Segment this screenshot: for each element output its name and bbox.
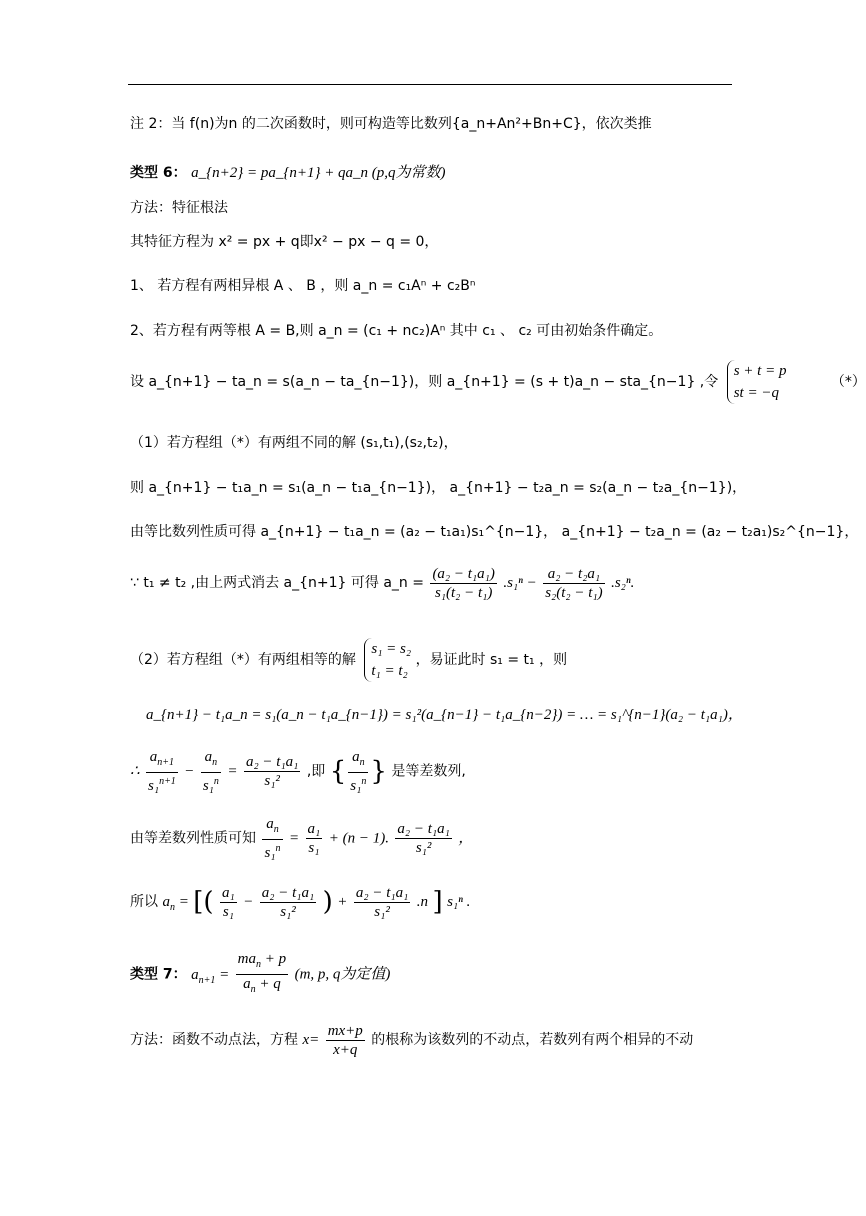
- system-equal: [364, 638, 411, 682]
- sub-case-2-prefix: （2）若方程组（*）有两组相等的解: [130, 652, 356, 668]
- header-rule: [128, 84, 732, 85]
- system-eq-s: s₁ = s₂: [371, 641, 412, 657]
- method-7-prefix: 方法：函数不动点法，方程: [130, 1032, 298, 1048]
- arithmetic-property: 由等差数列性质可知 $\frac{a_n}{s_1^n}$ = $\frac{\text{a₁}}{\text{s₁}}$ + (n − 1). $\frac{\text{a₂ − t₁a₁}}{\text{s₁²}}$ ，: [130, 816, 474, 861]
- system-eq-2: st = −q: [733, 385, 779, 401]
- system-star: [727, 360, 787, 404]
- sub-case-1: （1）若方程组（*）有两组不同的解 (s₁,t₁),(s₂,t₂)，: [130, 435, 458, 451]
- elimination-line: ∵ t₁ ≠ t₂ ,由上两式消去 a_{n+1} 可得 a_n = $\frac{\text{(a₂ − t₁a₁)}}{\text{s₁(t₂ − t₁)}}$ .s₁ⁿ − $\frac{\text{a₂ − t₂a₁}}{\text{s₂(t₂ − t₁)}}$ .s₂ⁿ.: [130, 565, 635, 601]
- type-6-formula: a_{n+2} = pa_{n+1} + qa_n (p,q为常数): [191, 165, 446, 181]
- type-6-heading: [130, 163, 446, 183]
- setup-prefix: 设 a_{n+1} − ta_n = s(a_n − ta_{n−1})，则 a_{n+1} = (s + t)a_n − sta_{n−1} ,令: [130, 374, 719, 390]
- arith-prop-prefix: 由等差数列性质可知: [130, 830, 256, 847]
- method-7-suffix: 的根称为该数列的不动点，若数列有两个相异的不动: [371, 1032, 694, 1048]
- arith-suffix: 是等差数列,: [391, 763, 466, 780]
- telescoping-chain: a_{n+1} − t₁a_n = s₁(a_n − t₁a_{n−1}) = s₁²(a_{n−1} − t₁a_{n−2}) = … = s₁^{n−1}(a₂ − t₁a₁)，: [146, 707, 743, 723]
- note-2: 注 2：当 f(n)为n 的二次函数时，则可构造等比数列{a_n+An²+Bn+C}，依次类推: [130, 116, 652, 132]
- arith-mid: ,即: [306, 763, 326, 780]
- type-7-heading: 类型 7： $a_{n+1}$ = $\frac{ma_n + p}{a_n + q}$ (m, p, q为定值): [130, 950, 390, 1001]
- result-line: 所以 $a_n$ = [( $\frac{\text{a₁}}{\text{s₁}}$ − $\frac{\text{a₂ − t₁a₁}}{\text{s₁²}}$ ) + $\frac{\text{a₂ − t₁a₁}}{\text{s₁²}}$ .n ] s₁ⁿ .: [130, 884, 471, 920]
- case-1: 1、 若方程有两相异根 A 、 B ，则 a_n = c₁Aⁿ + c₂Bⁿ: [130, 278, 476, 294]
- sub-case-1-then: 则 a_{n+1} − t₁a_n = s₁(a_n − t₁a_{n−1})， a_{n+1} − t₂a_n = s₂(a_n − t₂a_{n−1})，: [130, 480, 747, 496]
- type-6-label: 类型 6：: [130, 165, 187, 181]
- sub-case-2: [130, 638, 567, 682]
- case-2: 2、若方程有两等根 A = B,则 a_n = (c₁ + nc₂)Aⁿ 其中 c₁ 、 c₂ 可由初始条件确定。: [130, 323, 663, 339]
- star-mark: （*）: [830, 374, 866, 390]
- sub-case-1-geometric: 由等比数列性质可得 a_{n+1} − t₁a_n = (a₂ − t₁a₁)s₁^{n−1}， a_{n+1} − t₂a_n = (a₂ − t₂a₁)s₂^{n−1}，: [130, 524, 859, 540]
- setup-line: [130, 360, 866, 404]
- system-eq-1: s + t = p: [733, 363, 787, 379]
- sub-case-2-suffix: ，易证此时 s₁ = t₁ ，则: [415, 652, 568, 668]
- type-7-suffix: (m, p, q为定值): [294, 966, 391, 983]
- system-eq-t: t₁ = t₂: [371, 663, 408, 679]
- fraction-2: $\frac{\text{a₂ − t₂a₁}}{\text{s₂(t₂ − t₁)}}$: [545, 565, 603, 601]
- method-7: 方法：函数不动点法，方程 x= $\frac{mx+p}{x+q}$ 的根称为该数列的不动点，若数列有两个相异的不动: [130, 1022, 694, 1058]
- fraction-1: $\frac{\text{(a₂ − t₁a₁)}}{\text{s₁(t₂ − t₁)}}$: [432, 565, 495, 601]
- arithmetic-line: ∴ $\frac{a_{n+1}}{s_1^{n+1}}$ − $\frac{a_n}{s_1^n}$ = $\frac{\text{a₂ − t₁a₁}}{\text{s₁²}}$ ,即 { $\frac{a_n}{s_1^n}$ } 是等差数列,: [130, 749, 466, 794]
- method-6: 方法：特征根法: [130, 200, 228, 216]
- result-prefix: 所以: [130, 894, 158, 910]
- characteristic-equation: 其特征方程为 x² = px + q即x² − px − q = 0，: [130, 234, 439, 250]
- elimination-prefix: ∵ t₁ ≠ t₂ ,由上两式消去 a_{n+1} 可得 a_n =: [130, 575, 424, 591]
- type-7-label: 类型 7：: [130, 966, 187, 983]
